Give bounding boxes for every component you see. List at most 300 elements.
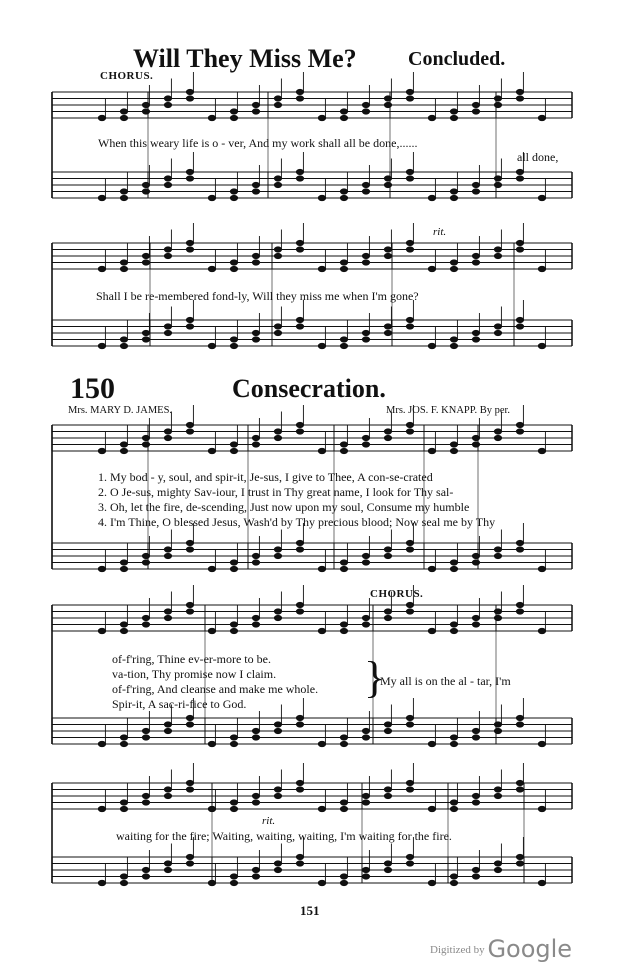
note-head [516,715,523,720]
note-head [230,628,237,633]
note-head [516,854,523,859]
note-head [362,189,369,194]
note-head [472,435,479,440]
note-head [362,728,369,733]
note-head [494,722,501,727]
note-head [384,176,391,181]
note-head [186,247,193,252]
note-head [252,800,259,805]
note-head [516,602,523,607]
note-head [120,337,127,342]
note-head [406,169,413,174]
note-head [362,800,369,805]
note-head [450,260,457,265]
note-head [98,880,105,885]
note-head [164,793,171,798]
note-head [472,553,479,558]
note-head [516,89,523,94]
note-head [494,609,501,614]
note-head [516,324,523,329]
note-head [472,800,479,805]
note-head [494,182,501,187]
note-head [186,787,193,792]
note-head [472,337,479,342]
note-head [362,442,369,447]
note-head [164,553,171,558]
note-head [98,741,105,746]
note-head [516,722,523,727]
note-head [538,448,545,453]
note-head [230,266,237,271]
note-head [516,176,523,181]
note-head [428,115,435,120]
note-head [142,793,149,798]
note-head [428,880,435,885]
note-head [340,880,347,885]
note-head [230,874,237,879]
note-head [450,806,457,811]
note-head [340,628,347,633]
note-head [406,602,413,607]
note-head [252,260,259,265]
note-head [516,609,523,614]
note-head [494,547,501,552]
note-head [296,602,303,607]
note-head [384,182,391,187]
note-head [340,115,347,120]
note-head [142,615,149,620]
note-head [450,628,457,633]
note-head [296,715,303,720]
note-head [472,735,479,740]
verse-4: 4. I'm Thine, O blessed Jesus, Wash'd by Thy precious blood; Now seal me by Thy [98,515,496,529]
note-head [186,429,193,434]
hymn1-rit-mark: rit. [433,226,447,238]
google-logo: Google [487,935,573,963]
note-head [362,793,369,798]
note-head [164,182,171,187]
note-head [450,442,457,447]
note-head [428,806,435,811]
note-head [450,337,457,342]
note-head [186,89,193,94]
verse-1: 1. My bod - y, soul, and spir-it, Je-sus, I give to Thee, A con-se-crated [98,470,433,484]
note-head [208,566,215,571]
note-head [406,240,413,245]
note-head [494,787,501,792]
note-head [230,337,237,342]
note-head [318,880,325,885]
hymn1-lyric-line1b: all done, [517,150,559,164]
note-head [164,547,171,552]
note-head [186,609,193,614]
note-head [252,622,259,627]
note-head [208,628,215,633]
note-head [428,343,435,348]
note-head [362,253,369,258]
note-head [252,435,259,440]
note-head [120,109,127,114]
note-head [208,343,215,348]
hymn2-chorus-line2: waiting for the fire; Waiting, waiting, waiting, I'm waiting for the fire. [116,829,452,843]
note-head [98,195,105,200]
verse-ending-4: Spir-it, A sac-ri-fice to God. [112,697,247,711]
note-head [516,169,523,174]
hymn2-number: 150 [70,372,115,405]
note-head [208,806,215,811]
note-head [186,422,193,427]
note-head [362,874,369,879]
hymn2-chorus-label: CHORUS. [370,588,424,600]
note-head [450,874,457,879]
note-head [472,253,479,258]
note-head [406,422,413,427]
note-head [472,182,479,187]
note-head [164,330,171,335]
hymn2-chorus-line1: My all is on the al - tar, I'm [380,674,511,688]
note-head [450,109,457,114]
note-head [406,324,413,329]
note-head [164,247,171,252]
note-head [494,728,501,733]
note-head [252,182,259,187]
note-head [142,109,149,114]
note-head [384,330,391,335]
note-head [362,330,369,335]
note-head [296,176,303,181]
note-head [230,260,237,265]
note-head [208,115,215,120]
note-head [494,861,501,866]
note-head [450,115,457,120]
note-head [494,793,501,798]
note-head [538,628,545,633]
note-head [340,448,347,453]
hymn1-lyric-line2: Shall I be re-membered fond-ly, Will they miss me when I'm gone? [96,289,419,303]
note-head [296,169,303,174]
note-head [252,253,259,258]
note-head [384,728,391,733]
note-head [98,448,105,453]
note-head [186,547,193,552]
note-head [142,560,149,565]
note-head [406,609,413,614]
note-head [296,540,303,545]
note-head [274,861,281,866]
note-head [230,189,237,194]
note-head [472,260,479,265]
note-head [142,728,149,733]
note-head [296,247,303,252]
note-head [450,195,457,200]
note-head [274,867,281,872]
note-head [384,787,391,792]
note-head [384,553,391,558]
note-head [472,189,479,194]
note-head [450,343,457,348]
note-head [274,102,281,107]
note-head [274,435,281,440]
note-head [472,728,479,733]
note-head [318,628,325,633]
note-head [340,442,347,447]
note-head [120,806,127,811]
note-head [120,628,127,633]
note-head [340,735,347,740]
verse-ending-1: of-f'ring, Thine ev-er-more to be. [112,652,271,666]
note-head [296,96,303,101]
note-head [362,867,369,872]
note-head [450,880,457,885]
hymn1-lyric-line1: When this weary life is o - ver, And my work shall all be done,...... [98,136,418,150]
note-head [406,854,413,859]
note-head [164,96,171,101]
note-head [186,722,193,727]
note-head [186,324,193,329]
note-head [450,448,457,453]
note-head [120,115,127,120]
note-head [274,547,281,552]
note-head [318,806,325,811]
note-head [164,102,171,107]
note-head [384,861,391,866]
note-head [362,102,369,107]
note-head [296,722,303,727]
note-head [252,735,259,740]
note-head [230,566,237,571]
note-head [164,867,171,872]
note-head [450,566,457,571]
note-head [186,602,193,607]
note-head [450,800,457,805]
note-head [362,109,369,114]
note-head [164,728,171,733]
note-head [340,874,347,879]
note-head [406,780,413,785]
note-head [472,622,479,627]
note-head [252,442,259,447]
note-head [450,741,457,746]
note-head [450,735,457,740]
note-head [538,741,545,746]
note-head [98,566,105,571]
note-head [230,343,237,348]
note-head [164,324,171,329]
note-head [362,735,369,740]
note-head [252,867,259,872]
note-head [296,609,303,614]
note-head [516,787,523,792]
note-head [384,247,391,252]
note-head [230,560,237,565]
note-head [362,553,369,558]
note-head [494,247,501,252]
note-head [274,553,281,558]
note-head [186,854,193,859]
note-head [340,195,347,200]
note-head [494,615,501,620]
note-head [230,109,237,114]
note-head [362,622,369,627]
note-head [406,89,413,94]
hymn1-title: Will They Miss Me? [133,44,357,73]
note-head [274,787,281,792]
note-head [340,189,347,194]
note-head [494,429,501,434]
note-head [494,435,501,440]
note-head [472,442,479,447]
note-head [230,800,237,805]
note-head [516,540,523,545]
note-head [120,448,127,453]
note-head [230,735,237,740]
note-head [516,422,523,427]
note-head [406,715,413,720]
note-head [274,615,281,620]
note-head [98,628,105,633]
note-head [384,102,391,107]
note-head [538,343,545,348]
verse-brace: } [364,653,386,702]
note-head [318,343,325,348]
note-head [186,861,193,866]
note-head [274,247,281,252]
note-head [384,609,391,614]
hymn2-title: Consecration. [232,374,386,403]
note-head [120,195,127,200]
note-head [252,337,259,342]
note-head [120,566,127,571]
hymn2-composer: Mrs. JOS. F. KNAPP. By per. [386,405,511,416]
note-head [142,442,149,447]
note-head [494,324,501,329]
note-head [230,806,237,811]
note-head [120,260,127,265]
note-head [384,867,391,872]
hymn2-lyricist: Mrs. MARY D. JAMES. [68,405,173,416]
note-head [450,622,457,627]
note-head [296,240,303,245]
note-head [384,615,391,620]
note-head [296,317,303,322]
note-head [472,102,479,107]
note-head [274,793,281,798]
note-head [362,435,369,440]
note-head [494,96,501,101]
note-head [472,874,479,879]
note-head [472,793,479,798]
note-head [274,96,281,101]
note-head [340,622,347,627]
note-head [428,628,435,633]
note-head [164,429,171,434]
note-head [406,722,413,727]
note-head [516,547,523,552]
note-head [142,253,149,258]
note-head [274,324,281,329]
note-head [428,566,435,571]
note-head [340,800,347,805]
note-head [186,240,193,245]
note-head [98,806,105,811]
note-head [142,435,149,440]
note-head [252,553,259,558]
note-head [384,429,391,434]
note-head [142,622,149,627]
note-head [208,880,215,885]
note-head [142,553,149,558]
note-head [296,547,303,552]
note-head [494,330,501,335]
note-head [362,260,369,265]
note-head [428,448,435,453]
note-head [406,540,413,545]
note-head [340,343,347,348]
note-head [252,102,259,107]
note-head [406,787,413,792]
note-head [296,324,303,329]
note-head [406,317,413,322]
note-head [98,115,105,120]
note-head [318,566,325,571]
verse-2: 2. O Je-sus, mighty Sav-iour, I trust in Thy great name, I look for Thy sal- [98,485,454,499]
note-head [296,854,303,859]
note-head [186,96,193,101]
note-head [406,96,413,101]
note-head [120,874,127,879]
note-head [164,253,171,258]
note-head [252,793,259,798]
note-head [164,787,171,792]
note-head [98,343,105,348]
note-head [186,317,193,322]
note-head [274,609,281,614]
hymn1-chorus-label: CHORUS. [100,70,154,82]
verse-ending-2: va-tion, Thy promise now I claim. [112,667,277,681]
note-head [230,115,237,120]
note-head [274,176,281,181]
note-head [252,560,259,565]
note-head [318,195,325,200]
verse-3: 3. Oh, let the fire, de-scending, Just now upon my soul, Consume my humble [98,500,470,514]
page-number: 151 [300,903,320,918]
note-head [164,435,171,440]
note-head [230,442,237,447]
hymn2-verses [98,470,495,530]
note-head [450,560,457,565]
note-head [120,266,127,271]
note-head [516,780,523,785]
note-head [252,874,259,879]
note-head [274,728,281,733]
note-head [472,109,479,114]
note-head [538,266,545,271]
note-head [538,806,545,811]
note-head [120,741,127,746]
note-head [472,330,479,335]
note-head [164,609,171,614]
note-head [274,722,281,727]
note-head [98,266,105,271]
note-head [120,442,127,447]
note-head [120,560,127,565]
digitized-text: Digitized by [430,944,485,956]
note-head [230,880,237,885]
note-head [362,560,369,565]
note-head [318,448,325,453]
note-head [384,96,391,101]
note-head [340,266,347,271]
